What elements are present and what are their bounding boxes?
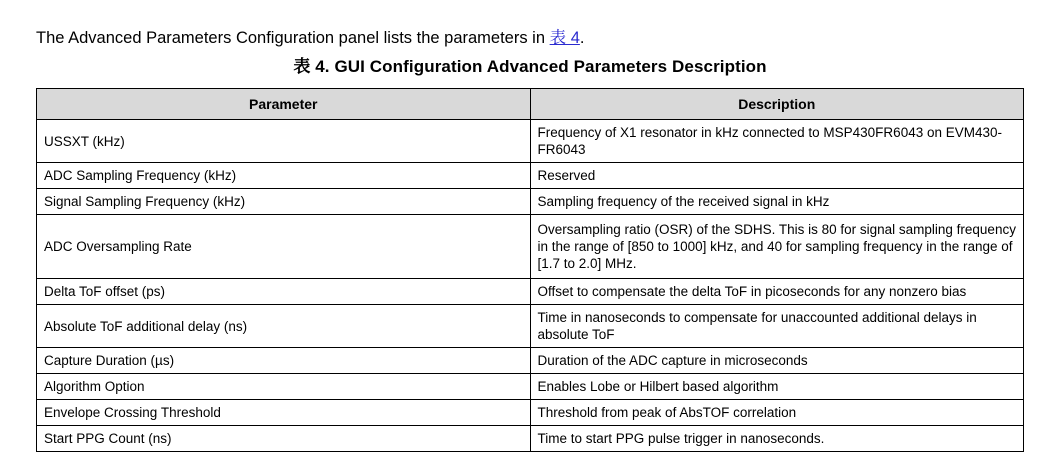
cell-description: Sampling frequency of the received signal in kHz (530, 189, 1024, 215)
cell-parameter: ADC Sampling Frequency (kHz) (37, 163, 531, 189)
cell-description: Frequency of X1 resonator in kHz connected to MSP430FR6043 on EVM430-FR6043 (530, 120, 1024, 163)
table-row (37, 120, 1024, 163)
cell-description: Enables Lobe or Hilbert based algorithm (530, 374, 1024, 400)
cell-description: Threshold from peak of AbsTOF correlation (530, 400, 1024, 426)
cell-parameter: Algorithm Option (37, 374, 531, 400)
column-header-parameter: Parameter (37, 89, 531, 120)
table-row (37, 279, 1024, 305)
cell-description: Time in nanoseconds to compensate for unaccounted additional delays in absolute ToF (530, 305, 1024, 348)
cell-description: Reserved (530, 163, 1024, 189)
column-header-description: Description (530, 89, 1024, 120)
table-cross-reference-link[interactable]: 表 4 (549, 28, 580, 47)
intro-paragraph (36, 27, 584, 49)
cell-parameter: Envelope Crossing Threshold (37, 400, 531, 426)
table-row (37, 348, 1024, 374)
cell-description: Oversampling ratio (OSR) of the SDHS. This is 80 for signal sampling frequency in the range of [850 to 1000] kHz, and 40 for sampling frequency in the range of [1.7 to 2.0] MHz. (530, 215, 1024, 279)
cell-parameter: Start PPG Count (ns) (37, 426, 531, 452)
table-row (37, 374, 1024, 400)
cell-parameter: Delta ToF offset (ps) (37, 279, 531, 305)
cell-parameter: USSXT (kHz) (37, 120, 531, 163)
table-row (37, 163, 1024, 189)
cell-parameter: Capture Duration (µs) (37, 348, 531, 374)
cell-parameter: Absolute ToF additional delay (ns) (37, 305, 531, 348)
cell-parameter: ADC Oversampling Rate (37, 215, 531, 279)
table-row (37, 426, 1024, 452)
table-row (37, 400, 1024, 426)
intro-text-after: . (579, 28, 585, 47)
cell-description: Duration of the ADC capture in microseconds (530, 348, 1024, 374)
cell-description: Offset to compensate the delta ToF in picoseconds for any nonzero bias (530, 279, 1024, 305)
intro-text-before: The Advanced Parameters Configuration panel lists the parameters in (36, 28, 550, 47)
table-caption: 表 4. GUI Configuration Advanced Parameters Description (293, 57, 767, 76)
cell-parameter: Signal Sampling Frequency (kHz) (37, 189, 531, 215)
table-header-row (37, 89, 1024, 120)
table-row (37, 215, 1024, 279)
table-row (37, 189, 1024, 215)
cell-description: Time to start PPG pulse trigger in nanoseconds. (530, 426, 1024, 452)
advanced-parameters-table (36, 88, 1024, 452)
table-row (37, 305, 1024, 348)
